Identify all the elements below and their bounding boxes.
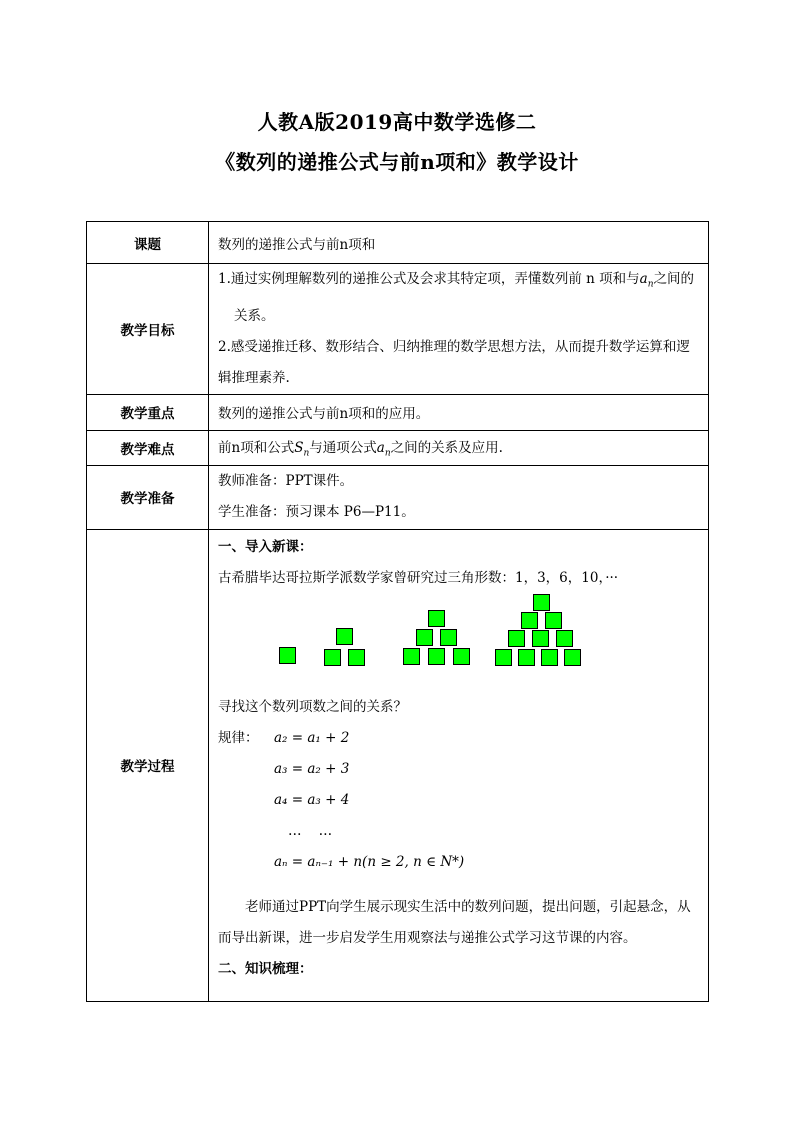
square — [336, 628, 353, 645]
square — [564, 649, 581, 666]
square — [508, 630, 525, 647]
row-prep — [87, 465, 709, 529]
content-difficulty: 前n项和公式$S_n$与通项公式$a_n$之间的关系及应用. — [209, 430, 709, 465]
rule-formula-3: a₄ = a₃ + 4 — [274, 791, 350, 808]
rule-formula-1 — [218, 723, 702, 754]
square — [416, 629, 433, 646]
square — [521, 612, 538, 629]
row-difficulty — [87, 430, 709, 465]
goal-item-1-cont: 关系。 — [234, 307, 275, 324]
square — [556, 630, 573, 647]
label-prep: 教学准备 — [87, 465, 209, 529]
square — [279, 647, 296, 664]
rule-ellipsis: … … — [288, 822, 333, 839]
square — [518, 649, 535, 666]
row-key — [87, 394, 709, 430]
formula-text: a₂ = a₁ + 2 — [274, 729, 350, 746]
square — [428, 648, 445, 665]
goal-item-2: 2.感受递推迁移、数形结合、归纳推理的数学思想方法，从而提升数学运算和逻辑推理素养. — [218, 338, 690, 386]
square — [533, 594, 550, 611]
document-subtitle: 《数列的递推公式与前n项和》教学设计 — [215, 150, 579, 174]
square — [545, 612, 562, 629]
square — [532, 630, 549, 647]
square — [541, 649, 558, 666]
content-prep — [209, 465, 709, 529]
triangular-numbers-figure — [218, 598, 702, 682]
square — [324, 649, 341, 666]
section-heading-knowledge: 二、知识梳理： — [218, 960, 313, 977]
label-process: 教学过程 — [87, 529, 209, 1001]
square — [348, 649, 365, 666]
row-goals — [87, 264, 709, 395]
teacher-paragraph: 老师通过PPT向学生展示现实生活中的数列问题，提出问题，引起悬念，从而导出新课，进一步启发学生用观察法与递推公式学习这节课的内容。 — [218, 898, 691, 946]
intro-text: 古希腊毕达哥拉斯学派数学家曾研究过三角形数：1，3，6，10，··· — [218, 569, 619, 586]
square — [403, 648, 420, 665]
prep-student: 学生准备：预习课本 P6—P11。 — [218, 504, 415, 521]
content-topic: 数列的递推公式与前n项和 — [209, 222, 709, 264]
square — [440, 629, 457, 646]
label-topic: 课题 — [87, 222, 209, 264]
label-difficulty: 教学难点 — [87, 430, 209, 465]
row-process — [87, 529, 709, 1001]
rule-formula-2: a₃ = a₂ + 3 — [274, 760, 350, 777]
content-key: 数列的递推公式与前n项和的应用。 — [209, 394, 709, 430]
square — [453, 648, 470, 665]
question-text: 寻找这个数列项数之间的关系？ — [218, 698, 407, 715]
content-process — [209, 529, 709, 1001]
section-heading-intro: 一、导入新课： — [218, 538, 313, 555]
label-goals: 教学目标 — [87, 264, 209, 395]
rule-formula-general: aₙ = aₙ₋₁ + n(n ≥ 2, n ∈ N*) — [274, 853, 465, 870]
content-goals — [209, 264, 709, 395]
square — [495, 649, 512, 666]
label-key: 教学重点 — [87, 394, 209, 430]
square — [428, 610, 445, 627]
goal-item-1: 1.通过实例理解数列的递推公式及会求其特定项，弄懂数列前 n 项和与$a_n$之间的 — [218, 271, 695, 290]
document-title: 人教A版2019高中数学选修二 — [257, 110, 537, 134]
lesson-plan-table — [86, 221, 709, 1002]
prep-teacher: 教师准备：PPT课件。 — [218, 473, 354, 490]
rule-label: 规律： — [218, 729, 259, 746]
row-topic — [87, 222, 709, 264]
